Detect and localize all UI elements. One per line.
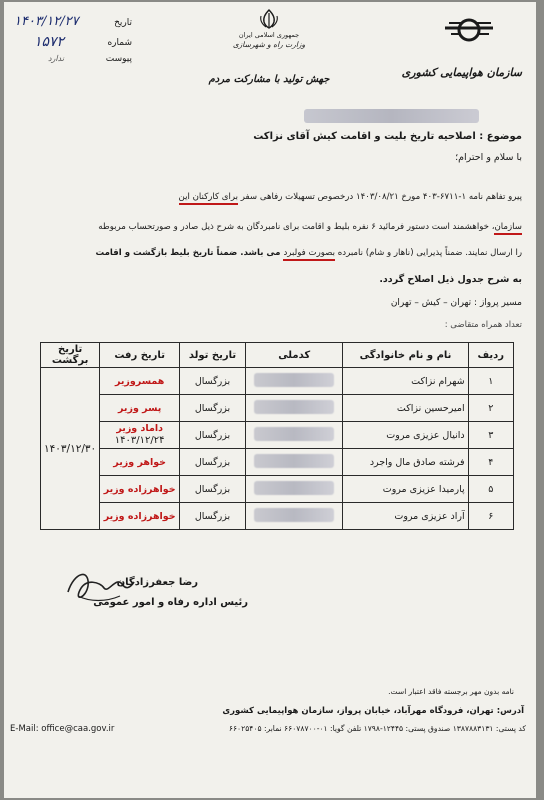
caa-logo-icon: [439, 10, 503, 56]
iran-emblem-icon: [256, 8, 282, 30]
row-number: ۶: [468, 503, 513, 530]
depart-cell: [100, 422, 180, 449]
body-text: را ارسال نمایند. ضمناً پذیرایی (ناهار و شام) نامبرده: [335, 248, 522, 258]
stamp-validity-note: نامه بدون مهر برجسته فاقد اعتبار است.: [388, 687, 514, 696]
table-row: [41, 395, 514, 422]
attachment-field: [14, 54, 132, 64]
body-line-3: [20, 248, 522, 258]
national-id-redacted: [245, 449, 343, 476]
passenger-name: امیرحسین نزاکت: [343, 395, 468, 422]
letter-page: [4, 2, 536, 798]
passenger-name: آراد عزیزی مروت: [343, 503, 468, 530]
return-date-cell: [41, 368, 100, 530]
row-number: ۳: [468, 422, 513, 449]
passenger-name: فرشته صادق مال واجرد: [343, 449, 468, 476]
table-row: [41, 503, 514, 530]
highlight-underline: بصورت فولبرد: [283, 248, 335, 261]
header-return-date: تاریخ برگشت: [41, 343, 100, 368]
birth-category: بزرگسال: [180, 395, 246, 422]
header-national-id: کدملی: [245, 343, 343, 368]
relation-annotation: پسر وزیر: [100, 395, 180, 422]
highlight-underline: برای کارکنان این: [179, 192, 239, 205]
header-full-name: نام و نام خانوادگی: [343, 343, 468, 368]
table-header-row: [41, 343, 514, 368]
number-label: شماره: [107, 38, 132, 48]
slogan: جهش تولید با مشارکت مردم: [208, 74, 330, 85]
passenger-table: [40, 342, 514, 530]
national-id-redacted: [245, 395, 343, 422]
body-line-1: [20, 192, 522, 202]
ministry-line1: جمهوری اسلامی ایران: [238, 31, 300, 39]
ministry-line2: وزارت راه و شهرسازی: [232, 40, 306, 49]
row-number: ۵: [468, 476, 513, 503]
redacted-recipient: [304, 109, 479, 123]
body-text-bold: می باشد. ضمناً تاریخ بلیط بازگشت و اقامت: [95, 248, 284, 258]
birth-category: بزرگسال: [180, 368, 246, 395]
relation-annotation: خواهرزاده وزیر: [100, 476, 180, 503]
row-number: ۱: [468, 368, 513, 395]
org-name: سازمان هواپیمایی کشوری: [401, 66, 522, 79]
header-row-number: ردیف: [468, 343, 513, 368]
number-value: ۱۵۷۲: [34, 34, 65, 50]
relation-annotation: خواهرزاده وزیر: [100, 503, 180, 530]
attachment-value: ندارد: [48, 54, 65, 63]
footer-contact-numbers: کد پستی: ۱۳۸۷۸۸۳۱۳۱ صندوق پستی: ۱۲۴۴۵-۱۷۹۸ تلفن گویا: ۰۱-۶۶۰۷۸۷۰۰ نمابر: ۶۶۰۲۵۴۰۵: [228, 724, 526, 733]
relation-annotation: همسروزیر: [100, 368, 180, 395]
header-birth-date: تاریخ تولد: [180, 343, 246, 368]
passenger-name: پارمیدا عزیزی مروت: [343, 476, 468, 503]
national-id-redacted: [245, 422, 343, 449]
depart-date: ۱۴۰۳/۱۲/۲۴: [114, 435, 165, 446]
row-number: ۲: [468, 395, 513, 422]
national-id-redacted: [245, 503, 343, 530]
date-field: [14, 14, 132, 29]
body-line-4: به شرح جدول ذیل اصلاح گردد.: [379, 274, 522, 285]
footer-address: آدرس: تهران، فرودگاه مهرآباد، خیابان پرواز، سازمان هواپیمایی کشوری: [222, 706, 524, 716]
body-line-2: [20, 222, 522, 232]
date-label: تاریخ: [114, 18, 132, 28]
table-row: [41, 449, 514, 476]
attachment-label: پیوست: [105, 54, 132, 64]
companions-line: تعداد همراه متقاضی :: [444, 320, 522, 330]
passenger-name: دانیال عزیزی مروت: [343, 422, 468, 449]
relation-annotation: خواهر وزیر: [100, 449, 180, 476]
number-field: [14, 34, 132, 50]
national-id-redacted: [245, 476, 343, 503]
signatory-name: رضا جعفرزادگان: [116, 577, 198, 588]
national-id-redacted: [245, 368, 343, 395]
birth-category: بزرگسال: [180, 449, 246, 476]
greeting: با سلام و احترام؛: [455, 152, 522, 163]
footer-email: E-Mail: office@caa.gov.ir: [10, 724, 115, 734]
date-value: ۱۴۰۳/۱۲/۲۷: [14, 14, 79, 29]
relation-annotation: داماد وزیر: [116, 423, 163, 434]
birth-category: بزرگسال: [180, 422, 246, 449]
row-number: ۴: [468, 449, 513, 476]
body-text: پیرو تفاهم نامه ۱-۶۷۱۱-۴۰۳ مورخ ۱۴۰۳/۰۸/۲۱ درخصوص تسهیلات رفاهی سفر: [238, 192, 522, 202]
table-row: [41, 476, 514, 503]
table-row: [41, 368, 514, 395]
signatory-title: رئیس اداره رفاه و امور عمومی: [93, 597, 248, 608]
body-text: ، خواهشمند است دستور فرمائید ۶ نفره بلیط و اقامت برای نامبردگان به شرح ذیل صادر و صورتحساب مربوطه: [98, 222, 495, 232]
birth-category: بزرگسال: [180, 503, 246, 530]
passenger-name: شهرام نزاکت: [343, 368, 468, 395]
birth-category: بزرگسال: [180, 476, 246, 503]
return-date: ۱۴۰۳/۱۲/۳۰: [44, 442, 97, 455]
subject-line: موضوع : اصلاحیه تاریخ بلیت و اقامت کیش آقای نزاکت: [253, 131, 522, 142]
header-depart-date: تاریخ رفت: [100, 343, 180, 368]
highlight-underline: سازمان: [494, 222, 522, 235]
route-line: مسیر پرواز : تهران – کیش – تهران: [390, 298, 522, 308]
table-row: [41, 422, 514, 449]
